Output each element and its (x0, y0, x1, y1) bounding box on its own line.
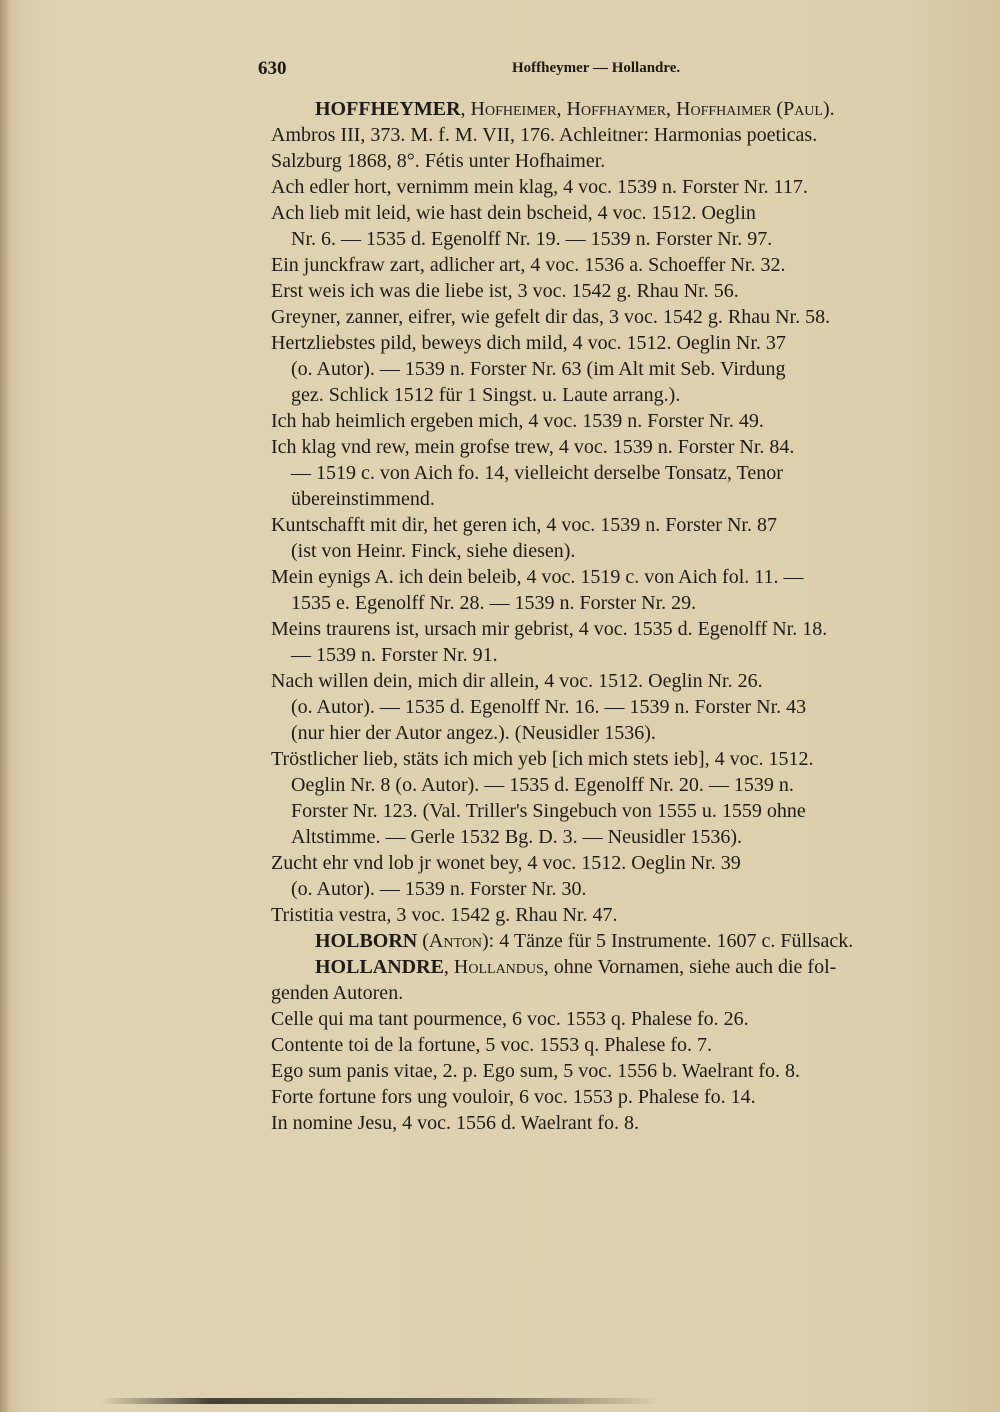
text-line (271, 746, 961, 772)
line-text: Ich hab heimlich ergeben mich, 4 voc. 1539 n. Forster Nr. 49. (271, 410, 764, 432)
text-line (271, 278, 961, 304)
line-text: Ambros III, 373. M. f. M. VII, 176. Achleitner: Harmonias poeticas. (271, 124, 818, 146)
text-line (271, 408, 961, 434)
text-line (271, 720, 961, 746)
text-line (271, 174, 961, 200)
text-line (271, 1032, 961, 1058)
text-line (271, 876, 961, 902)
text-line (271, 694, 961, 720)
text-line (271, 330, 961, 356)
text-line (271, 564, 961, 590)
line-text: Ein junckfraw zart, adlicher art, 4 voc. 1536 a. Schoeffer Nr. 32. (271, 254, 786, 276)
line-text: Nach willen dein, mich dir allein, 4 voc. 1512. Oeglin Nr. 26. (271, 670, 763, 692)
text-line (271, 486, 961, 512)
line-text: ( (417, 930, 429, 952)
line-text: — 1519 c. von Aich fo. 14, vielleicht derselbe Tonsatz, Tenor (291, 462, 783, 484)
text-line (271, 902, 961, 928)
line-text: 1535 e. Egenolff Nr. 28. — 1539 n. Forster Nr. 29. (291, 592, 697, 614)
page-number: 630 (258, 58, 287, 79)
text-line (271, 252, 961, 278)
entry-heading: HOLLANDRE (315, 956, 444, 978)
line-text: , (443, 956, 454, 978)
text-line (271, 200, 961, 226)
text-line (271, 616, 961, 642)
entry-heading: HOLBORN (315, 930, 418, 952)
text-line (271, 96, 961, 122)
line-text: übereinstimmend. (291, 488, 435, 510)
line-text: Ich klag vnd rew, mein grofse trew, 4 voc. 1539 n. Forster Nr. 84. (271, 436, 795, 458)
page-header (0, 58, 1000, 84)
text-line (271, 304, 961, 330)
line-text: Hertzliebstes pild, beweys dich mild, 4 voc. 1512. Oeglin Nr. 37 (271, 332, 786, 354)
line-text: Meins traurens ist, ursach mir gebrist, 4 voc. 1535 d. Egenolff Nr. 18. (271, 618, 828, 640)
line-text: (o. Autor). — 1539 n. Forster Nr. 63 (im Alt mit Seb. Virdung (291, 358, 786, 380)
running-head: Hoffheymer — Hollandre. (512, 60, 681, 76)
line-text: Celle qui ma tant pourmence, 6 voc. 1553 q. Phalese fo. 26. (271, 1008, 749, 1030)
line-text: Mein eynigs A. ich dein beleib, 4 voc. 1519 c. von Aich fol. 11. — (271, 566, 804, 588)
line-text: Forte fortune fors ung vouloir, 6 voc. 1553 p. Phalese fo. 14. (271, 1086, 756, 1108)
line-text: Altstimme. — Gerle 1532 Bg. D. 3. — Neusidler 1536). (291, 826, 743, 848)
line-text: Hofheimer, Hoffhaymer, Hoffhaimer (Paul). (470, 98, 835, 120)
text-line (271, 824, 961, 850)
line-text: , ohne Vornamen, siehe auch die fol- (543, 956, 837, 978)
line-text: Zucht ehr vnd lob jr wonet bey, 4 voc. 1512. Oeglin Nr. 39 (271, 852, 741, 874)
line-text: Ego sum panis vitae, 2. p. Ego sum, 5 voc. 1556 b. Waelrant fo. 8. (271, 1060, 801, 1082)
line-text: — 1539 n. Forster Nr. 91. (291, 644, 498, 666)
line-text: Greyner, zanner, eifrer, wie gefelt dir das, 3 voc. 1542 g. Rhau Nr. 58. (271, 306, 831, 328)
text-line (271, 382, 961, 408)
text-line (271, 226, 961, 252)
text-line (271, 512, 961, 538)
line-text: Tristitia vestra, 3 voc. 1542 g. Rhau Nr. 47. (271, 904, 618, 926)
text-line (271, 1006, 961, 1032)
line-text: Contente toi de la fortune, 5 voc. 1553 q. Phalese fo. 7. (271, 1034, 713, 1056)
line-text: (o. Autor). — 1535 d. Egenolff Nr. 16. — 1539 n. Forster Nr. 43 (291, 696, 807, 718)
line-text: Kuntschafft mit dir, het geren ich, 4 voc. 1539 n. Forster Nr. 87 (271, 514, 777, 536)
line-text: (nur hier der Autor angez.). (Neusidler 1536). (291, 722, 656, 744)
text-line (271, 148, 961, 174)
text-line (271, 668, 961, 694)
text-line (271, 772, 961, 798)
page-edge-shadow (0, 0, 10, 1412)
line-text: In nomine Jesu, 4 voc. 1556 d. Waelrant fo. 8. (271, 1112, 639, 1134)
text-line (271, 538, 961, 564)
line-text: Ach edler hort, vernimm mein klag, 4 voc. 1539 n. Forster Nr. 117. (271, 176, 808, 198)
text-line (271, 1058, 961, 1084)
line-text: ): 4 Tänze für 5 Instrumente. 1607 c. Füllsack. (482, 930, 854, 952)
text-line (271, 590, 961, 616)
line-text: Nr. 6. — 1535 d. Egenolff Nr. 19. — 1539 n. Forster Nr. 97. (291, 228, 773, 250)
bottom-edge-mark (100, 1398, 660, 1404)
text-line (271, 1084, 961, 1110)
text-line (271, 434, 961, 460)
line-text: Forster Nr. 123. (Val. Triller's Singebuch von 1555 u. 1559 ohne (291, 800, 806, 822)
text-line (271, 460, 961, 486)
text-line (271, 356, 961, 382)
line-text: Oeglin Nr. 8 (o. Autor). — 1535 d. Egenolff Nr. 20. — 1539 n. (291, 774, 794, 796)
line-text: Ach lieb mit leid, wie hast dein bscheid, 4 voc. 1512. Oeglin (271, 202, 756, 224)
text-line (271, 850, 961, 876)
line-text: Salzburg 1868, 8°. Fétis unter Hofhaimer. (271, 150, 606, 172)
text-body (271, 96, 961, 1136)
entry-heading: HOFFHEYMER (315, 98, 461, 120)
text-line (271, 1110, 961, 1136)
text-line (271, 954, 961, 980)
line-text: Erst weis ich was die liebe ist, 3 voc. 1542 g. Rhau Nr. 56. (271, 280, 739, 302)
line-text: genden Autoren. (271, 982, 404, 1004)
line-text: (ist von Heinr. Finck, siehe diesen). (291, 540, 576, 562)
line-text: Tröstlicher lieb, stäts ich mich yeb [ich mich stets ieb], 4 voc. 1512. (271, 748, 814, 770)
text-line (271, 928, 961, 954)
text-line (271, 642, 961, 668)
text-line (271, 798, 961, 824)
text-line (271, 980, 961, 1006)
line-text: (o. Autor). — 1539 n. Forster Nr. 30. (291, 878, 587, 900)
line-text: , (460, 98, 471, 120)
text-line (271, 122, 961, 148)
line-text: gez. Schlick 1512 für 1 Singst. u. Laute arrang.). (291, 384, 681, 406)
line-text: Anton (428, 930, 482, 952)
line-text: Hollandus (453, 956, 544, 978)
